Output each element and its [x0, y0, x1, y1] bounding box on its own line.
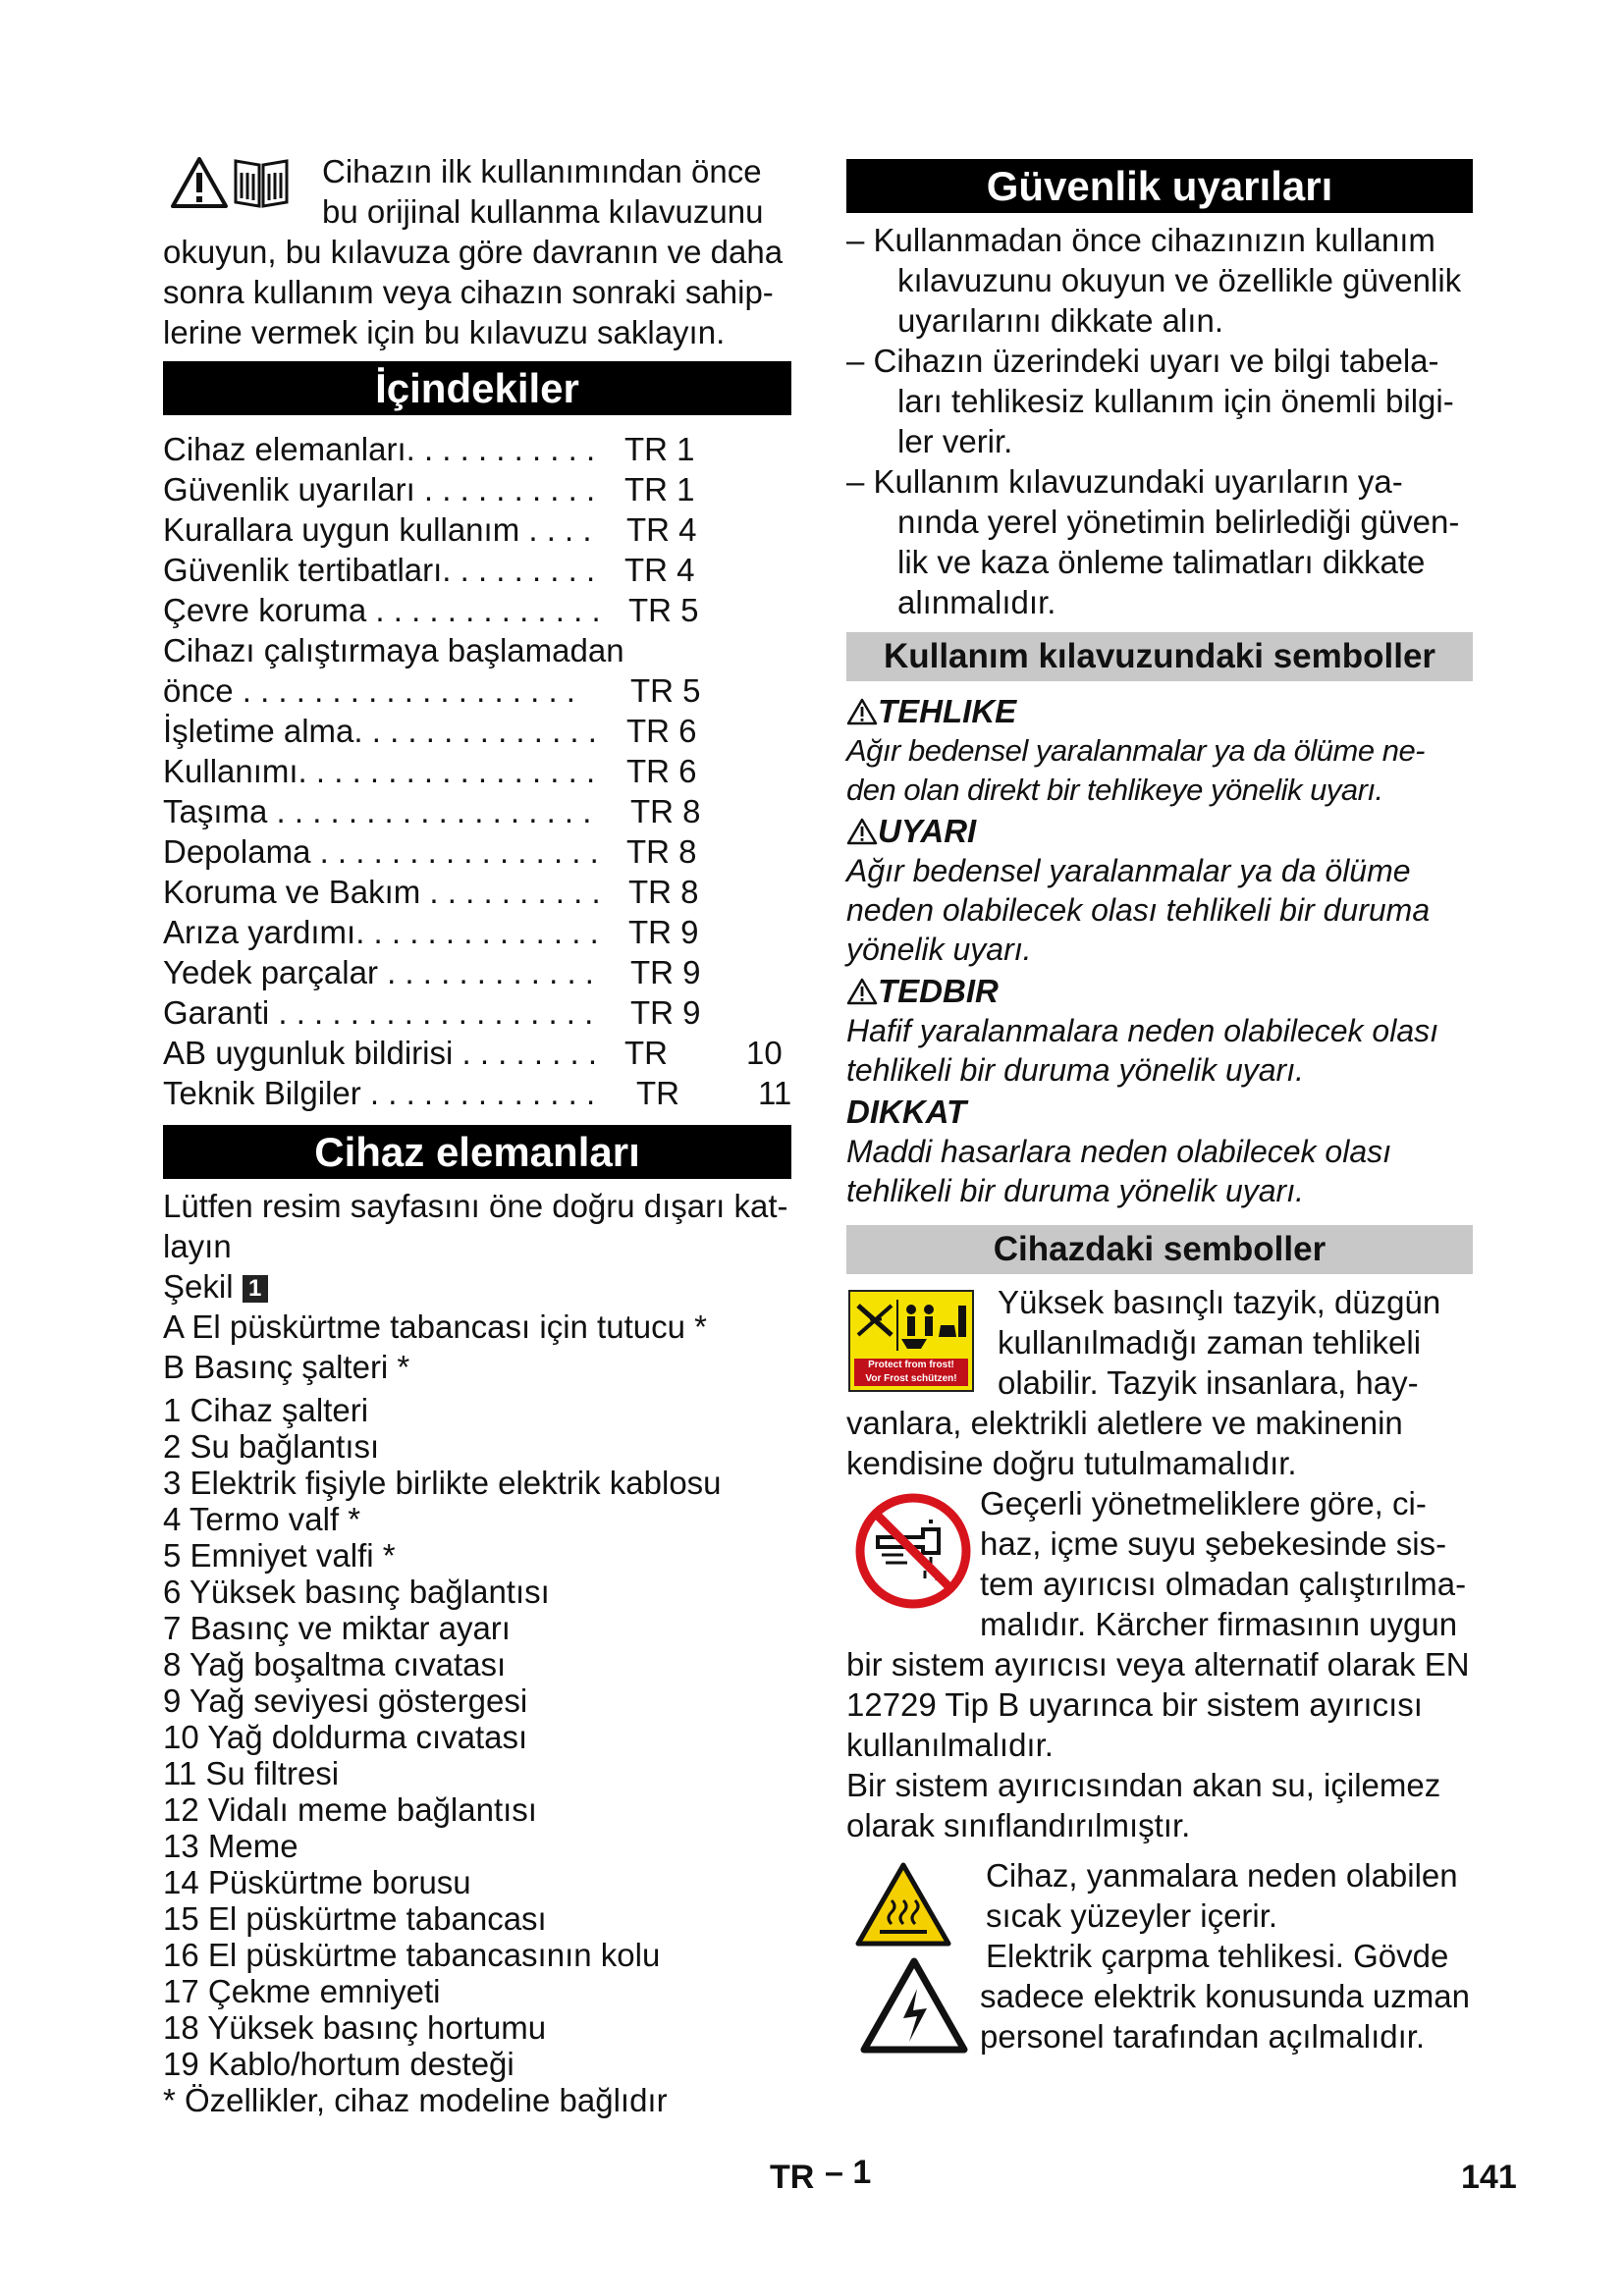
manual-book-icon [232, 153, 291, 210]
list-item: 12 Vidalı meme bağlantısı [163, 1791, 537, 1828]
toc-item-title: Cihazı çalıştırmaya başlamadan [163, 632, 624, 668]
toc-item-page: TR 4 [624, 552, 695, 588]
toc-item-page: TR 8 [626, 833, 697, 870]
elements-heading: Cihaz elemanları [163, 1125, 791, 1179]
elements-intro-line: layın [163, 1228, 232, 1264]
toc-item[interactable] [163, 992, 791, 1033]
toc-item[interactable] [163, 1033, 791, 1073]
toc-item-title: Kullanımı. . . . . . . . . . . . . . . . . [163, 753, 596, 789]
elements-list [163, 1392, 791, 2118]
warning-triangle-icon [846, 978, 878, 1005]
list-item: 4 Termo valf * [163, 1501, 361, 1537]
high-pressure-text: kullanılmadığı zaman tehlikeli [998, 1324, 1422, 1361]
list-item: 8 Yağ boşaltma cıvatası [163, 1646, 507, 1682]
toc-item-page: TR 9 [630, 954, 701, 990]
safety-bullet-cont: kılavuzunu okuyun ve özellikle güvenlik [897, 262, 1462, 298]
toc-item-title: önce . . . . . . . . . . . . . . . . . . . [163, 672, 575, 709]
water-text: kullanılmalıdır. [846, 1727, 1054, 1763]
toc-item-title: Arıza yardımı. . . . . . . . . . . . . . [163, 914, 599, 950]
frost-warning-strip [854, 1359, 968, 1386]
warning-text: yönelik uyarı. [846, 932, 1032, 967]
toc-item-title: Teknik Bilgiler . . . . . . . . . . . . . [163, 1075, 596, 1111]
figure-number: 1 [243, 1275, 268, 1303]
high-pressure-warning-label-icon [848, 1290, 974, 1392]
water-text: malıdır. Kärcher firmasının uygun [980, 1606, 1458, 1642]
page-number: 141 [1461, 2159, 1517, 2196]
toc-item[interactable] [163, 711, 791, 751]
element-item-b: B Basınç şalteri * [163, 1349, 410, 1385]
water-text: tem ayırıcısı olmadan çalıştırılma- [980, 1566, 1467, 1602]
electric-shock-warning-icon [860, 1957, 968, 2056]
toc-item[interactable] [163, 630, 791, 670]
intro-text-line: sonra kullanım veya cihazın sonraki sahip- [163, 274, 774, 310]
toc-list [163, 429, 791, 1113]
list-item: 11 Su filtresi [163, 1755, 340, 1791]
toc-item-page: TR 1 [624, 431, 695, 467]
caution-label: TEDBIR [878, 973, 999, 1009]
intro-text-line: lerine vermek için bu kılavuzu saklayın. [163, 314, 726, 350]
notice-text: tehlikeli bir duruma yönelik uyarı. [846, 1173, 1304, 1208]
no-drinking-water-connection-icon [854, 1492, 972, 1610]
electric-text: Elektrik çarpma tehlikesi. Gövde [986, 1938, 1449, 1974]
list-item: 9 Yağ seviyesi göstergesi [163, 1682, 528, 1719]
toc-item[interactable] [163, 670, 791, 711]
list-item: 13 Meme [163, 1828, 298, 1864]
list-item: 14 Püskürtme borusu [163, 1864, 471, 1900]
toc-item-page: TR 6 [626, 753, 697, 789]
toc-item-title: Güvenlik uyarıları . . . . . . . . . . [163, 471, 596, 507]
toc-item-title: Koruma ve Bakım . . . . . . . . . . [163, 874, 601, 910]
safety-bullet-cont: nında yerel yönetimin belirlediği güven- [897, 504, 1460, 540]
list-item: 19 Kablo/hortum desteği [163, 2046, 514, 2082]
list-item: 18 Yüksek basınç hortumu [163, 2009, 547, 2046]
safety-bullet: – Kullanım kılavuzundaki uyarıların ya- [846, 463, 1403, 500]
high-pressure-text: olabilir. Tazyik insanlara, hay- [998, 1364, 1419, 1401]
list-item: 7 Basınç ve miktar ayarı [163, 1610, 511, 1646]
danger-label: TEHLIKE [878, 693, 1017, 729]
toc-item[interactable] [163, 952, 791, 992]
warning-text: Ağır bedensel yaralanmalar ya da ölüme [846, 853, 1411, 888]
toc-item[interactable] [163, 429, 791, 469]
intro-text-line: okuyun, bu kılavuza göre davranın ve daha [163, 234, 784, 270]
toc-item-page: TR 6 [626, 713, 697, 749]
toc-item[interactable] [163, 550, 791, 590]
toc-item-page: TR 4 [626, 511, 697, 548]
warning-label: UYARI [878, 813, 977, 849]
electric-text: sadece elektrik konusunda uzman [980, 1978, 1470, 2014]
notice-title: DIKKAT [846, 1094, 967, 1130]
footnote: * Özellikler, cihaz modeline bağlıdır [163, 2082, 668, 2118]
intro-text-line: bu orijinal kullanma kılavuzunu [322, 193, 764, 230]
safety-bullet: – Cihazın üzerindeki uyarı ve bilgi tabela- [846, 343, 1439, 379]
hot-surface-text: sıcak yüzeyler içerir. [986, 1897, 1278, 1934]
high-pressure-text: vanlara, elektrikli aletlere ve makinenin [846, 1405, 1403, 1441]
footer-section: TR [770, 2159, 815, 2196]
danger-text: den olan direkt bir tehlikeye yönelik uyarı. [846, 773, 1383, 807]
element-item-a: A El püskürtme tabancası için tutucu * [163, 1308, 707, 1345]
toc-item-title: Kurallara uygun kullanım . . . . [163, 511, 592, 548]
toc-item[interactable] [163, 912, 791, 952]
safety-bullet-cont: alınmalıdır. [897, 584, 1056, 620]
water-text: Bir sistem ayırıcısından akan su, içilemez [846, 1767, 1441, 1803]
caution-title [846, 971, 999, 1011]
toc-item-title: Güvenlik tertibatları. . . . . . . . . [163, 552, 596, 588]
water-text: olarak sınıflandırılmıştır. [846, 1807, 1191, 1843]
warning-title [846, 811, 976, 851]
toc-item[interactable] [163, 1073, 791, 1113]
toc-heading: İçindekiler [163, 361, 791, 415]
toc-item-page: TR 5 [630, 672, 701, 709]
water-text: haz, içme suyu şebekesinde sis- [980, 1525, 1447, 1562]
danger-text: Ağır bedensel yaralanmalar ya da ölüme ne- [846, 733, 1426, 768]
high-pressure-text: kendisine doğru tutulmamalıdır. [846, 1445, 1297, 1481]
toc-item-page: TR 1 [624, 471, 695, 507]
toc-item-page: TR 9 [628, 914, 699, 950]
warning-text: neden olabilecek olası tehlikeli bir duruma [846, 892, 1431, 928]
toc-item[interactable] [163, 791, 791, 831]
water-text: 12729 Tip B uyarınca bir sistem ayırıcısı [846, 1686, 1423, 1723]
list-item: 1 Cihaz şalteri [163, 1392, 369, 1428]
toc-item-page: TR [636, 1075, 679, 1111]
toc-item[interactable] [163, 469, 791, 509]
safety-bullet: – Kullanmadan önce cihazınızın kullanım [846, 222, 1435, 258]
water-text: Geçerli yönetmeliklere göre, ci- [980, 1485, 1427, 1522]
safety-bullet-cont: ları tehlikesiz kullanım için önemli bilgi- [897, 383, 1454, 419]
toc-item-title: Taşıma . . . . . . . . . . . . . . . . . . [163, 793, 592, 829]
figure-reference [163, 1266, 268, 1307]
elements-intro-line: Lütfen resim sayfasını öne doğru dışarı kat- [163, 1188, 788, 1224]
safety-bullet-cont: uyarılarını dikkate alın. [897, 302, 1223, 339]
water-text: bir sistem ayırıcısı veya alternatif olarak EN [846, 1646, 1470, 1682]
danger-title [846, 691, 1016, 731]
caution-text: Hafif yaralanmalara neden olabilecek olası [846, 1013, 1439, 1048]
warning-triangle-icon [846, 818, 878, 845]
toc-item-page: TR 9 [630, 994, 701, 1031]
toc-item-title: Yedek parçalar . . . . . . . . . . . . [163, 954, 594, 990]
manual-symbols-heading: Kullanım kılavuzundaki semboller [846, 632, 1473, 681]
list-item: 17 Çekme emniyeti [163, 1973, 441, 2009]
list-item: 2 Su bağlantısı [163, 1428, 380, 1465]
toc-item[interactable] [163, 590, 791, 630]
caution-text: tehlikeli bir duruma yönelik uyarı. [846, 1052, 1304, 1088]
toc-item-title: Çevre koruma . . . . . . . . . . . . . [163, 592, 601, 628]
frost-warning-text: Vor Frost schützen! [865, 1373, 957, 1384]
toc-item-title: Garanti . . . . . . . . . . . . . . . . . . [163, 994, 594, 1031]
frost-warning-text: Protect from frost! [868, 1360, 954, 1370]
hot-surface-text: Cihaz, yanmalara neden olabilen [986, 1857, 1458, 1894]
device-symbols-heading: Cihazdaki semboller [846, 1225, 1473, 1274]
toc-item[interactable] [163, 751, 791, 791]
toc-item-title: İşletime alma. . . . . . . . . . . . . . [163, 713, 597, 749]
toc-item-page: TR [624, 1035, 668, 1071]
warning-triangle-icon [846, 698, 878, 725]
toc-item-page: TR 8 [628, 874, 699, 910]
hot-surface-icon [854, 1861, 952, 1949]
safety-bullet-cont: ler verir. [897, 423, 1013, 459]
toc-item-page: TR 5 [628, 592, 699, 628]
intro-text-line: Cihazın ilk kullanımından önce [322, 153, 762, 189]
toc-item[interactable] [163, 872, 791, 912]
list-item: 10 Yağ doldurma cıvatası [163, 1719, 528, 1755]
footer-local-page: – 1 [825, 2154, 872, 2191]
safety-bullet-cont: lik ve kaza önleme talimatları dikkate [897, 544, 1426, 580]
list-item: 6 Yüksek basınç bağlantısı [163, 1574, 550, 1610]
notice-text: Maddi hasarlara neden olabilecek olası [846, 1134, 1392, 1169]
high-pressure-text: Yüksek basınçlı tazyik, düzgün [998, 1284, 1441, 1320]
toc-item[interactable] [163, 831, 791, 872]
figure-label: Şekil [163, 1268, 234, 1305]
list-item: 15 El püskürtme tabancası [163, 1900, 547, 1937]
toc-item-title: Depolama . . . . . . . . . . . . . . . . [163, 833, 599, 870]
toc-item[interactable] [163, 509, 791, 550]
safety-heading: Güvenlik uyarıları [846, 159, 1473, 213]
toc-item-title: Cihaz elemanları. . . . . . . . . . . [163, 431, 596, 467]
warning-triangle-icon [169, 155, 230, 210]
list-item: 5 Emniyet valfi * [163, 1537, 396, 1574]
list-item: 16 El püskürtme tabancasının kolu [163, 1937, 661, 1973]
toc-item-page-number: 11 [758, 1075, 792, 1111]
toc-item-title: AB uygunluk bildirisi . . . . . . . . [163, 1035, 598, 1071]
toc-item-page: TR 8 [630, 793, 701, 829]
electric-text: personel tarafından açılmalıdır. [980, 2018, 1426, 2055]
toc-item-page-number: 10 [746, 1035, 783, 1071]
list-item: 3 Elektrik fişiyle birlikte elektrik kablosu [163, 1465, 722, 1501]
